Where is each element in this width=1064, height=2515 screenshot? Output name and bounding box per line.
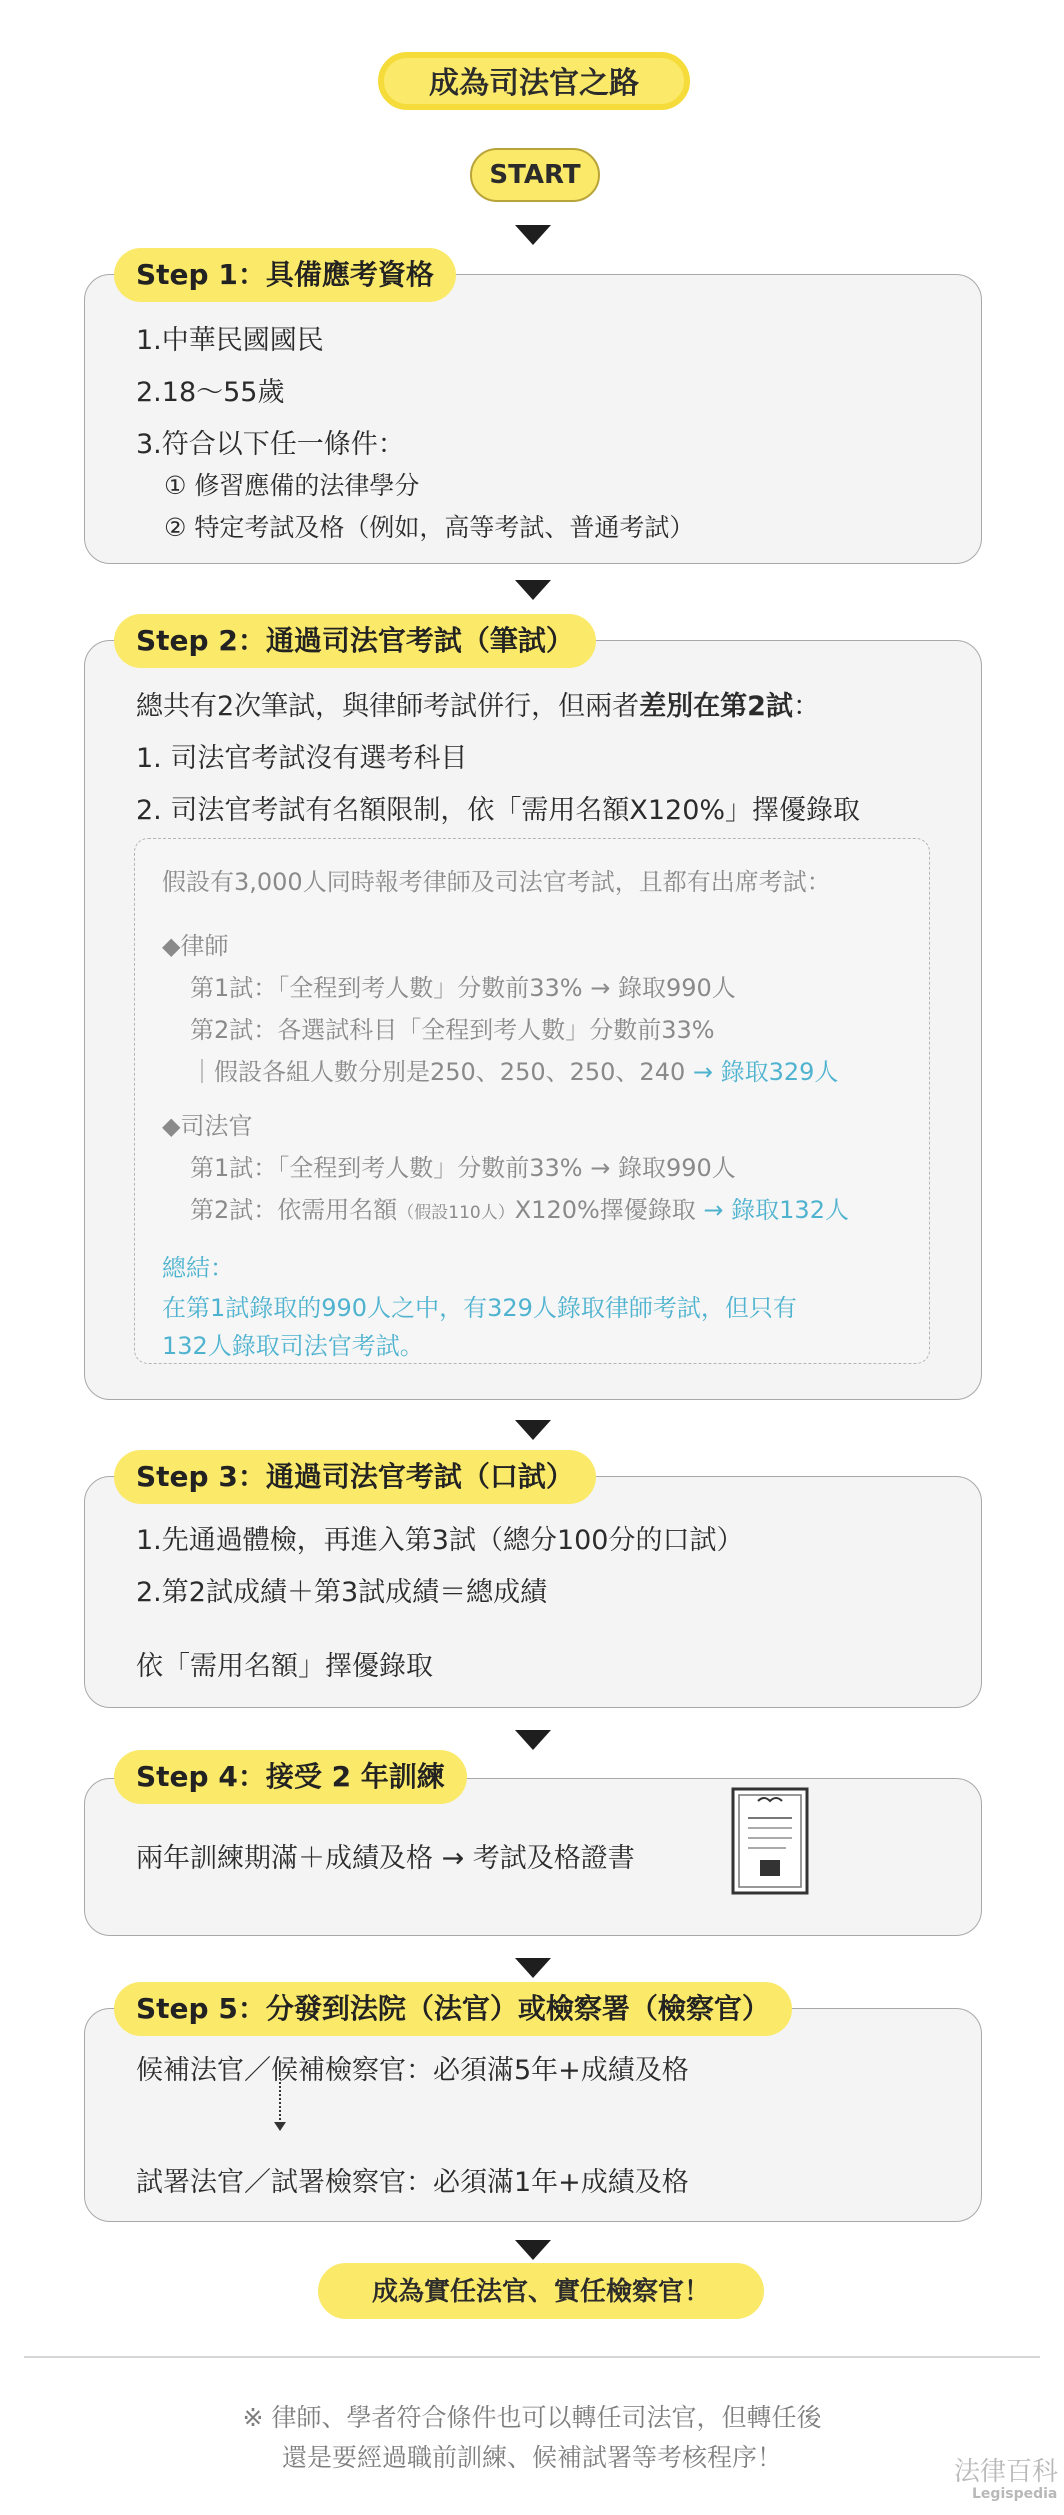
step2-intro-a: 總共有2次筆試，與律師考試併行，但兩者 [136,691,640,722]
page-title: 成為司法官之路 [378,52,690,110]
step3-line-2: 2.第2試成績＋第3試成績＝總成績 [136,1577,548,1608]
step2-label: Step 2：通過司法官考試（筆試） [114,614,596,668]
summary-line-2: 132人錄取司法官考試。 [162,1332,424,1360]
judge-round-2 [190,1190,849,1225]
example-intro: 假設有3,000人同時報考律師及司法官考試，且都有出席考試： [162,868,831,896]
end-badge: 成為實任法官、實任檢察官！ [318,2263,764,2319]
judge-round-2-note: （假設110人） [397,1203,515,1223]
summary-heading: 總結： [162,1254,234,1282]
dotted-connector [279,2078,281,2124]
down-arrow-icon [515,225,551,245]
step1-line-1: 1.中華民國國民 [136,325,324,356]
step5-line-1: 候補法官／候補檢察官：必須滿5年+成績及格 [136,2055,689,2086]
lawyer-round-1: 第1試：「全程到考人數」分數前33% → 錄取990人 [190,974,736,1002]
step5-label: Step 5：分發到法院（法官）或檢察署（檢察官） [114,1982,792,2036]
step1-line-3: 3.符合以下任一條件： [136,429,405,460]
lawyer-detail-text: ｜假設各組人數分別是250、250、250、240 [190,1058,693,1086]
summary-line-1: 在第1試錄取的990人之中，有329人錄取律師考試，但只有 [162,1294,797,1322]
judge-round-2-b: X120%擇優錄取 [514,1196,704,1224]
example-box [134,838,930,1364]
certificate-icon [730,1786,810,1896]
lawyer-round-2: 第2試：各選試科目「全程到考人數」分數前33% [190,1016,715,1044]
step5-line-2: 試署法官／試署檢察官：必須滿1年+成績及格 [136,2167,689,2198]
divider [24,2356,1040,2358]
down-arrow-icon [515,2240,551,2260]
dotted-arrow-head-icon [274,2122,286,2131]
lawyer-result: → 錄取329人 [692,1058,839,1086]
footer-note-1: ※ 律師、學者符合條件也可以轉任司法官，但轉任後 [242,2403,822,2432]
judge-heading: ◆司法官 [162,1112,253,1140]
down-arrow-icon [515,1420,551,1440]
down-arrow-icon [515,1730,551,1750]
step3-line-3: 依「需用名額」擇優錄取 [136,1651,433,1682]
judge-round-2-a: 第2試：依需用名額 [190,1196,398,1224]
step3-line-1: 1.先通過體檢，再進入第3試（總分100分的口試） [136,1525,744,1556]
step1-line-2: 2.18～55歲 [136,377,285,408]
lawyer-round-2-detail [190,1052,838,1087]
step2-intro-c: ： [792,691,820,722]
judge-round-1: 第1試：「全程到考人數」分數前33% → 錄取990人 [190,1154,736,1182]
down-arrow-icon [515,580,551,600]
step2-intro-emphasis: 差別在第2試 [639,691,793,722]
step2-line-2: 2. 司法官考試有名額限制，依「需用名額X120%」擇優錄取 [136,795,861,826]
step3-label: Step 3：通過司法官考試（口試） [114,1450,596,1504]
step1-sub-2: ② 特定考試及格（例如，高等考試、普通考試） [164,513,695,542]
step4-line: 兩年訓練期滿＋成績及格 → 考試及格證書 [136,1843,635,1874]
footer-note-2: 還是要經過職前訓練、候補試署等考核程序！ [281,2443,782,2472]
logo-subtext: Legispedia [972,2486,1058,2502]
step4-label: Step 4：接受 2 年訓練 [114,1750,467,1804]
step2-line-1: 1. 司法官考試沒有選考科目 [136,743,468,774]
step1-label: Step 1：具備應考資格 [114,248,456,302]
logo-text: 法律百科 [954,2457,1059,2487]
step2-intro [136,684,820,723]
step1-sub-1: ① 修習應備的法律學分 [164,471,420,500]
lawyer-heading: ◆律師 [162,932,229,960]
down-arrow-icon [515,1958,551,1978]
start-badge: START [470,148,600,202]
judge-result: → 錄取132人 [703,1196,849,1224]
